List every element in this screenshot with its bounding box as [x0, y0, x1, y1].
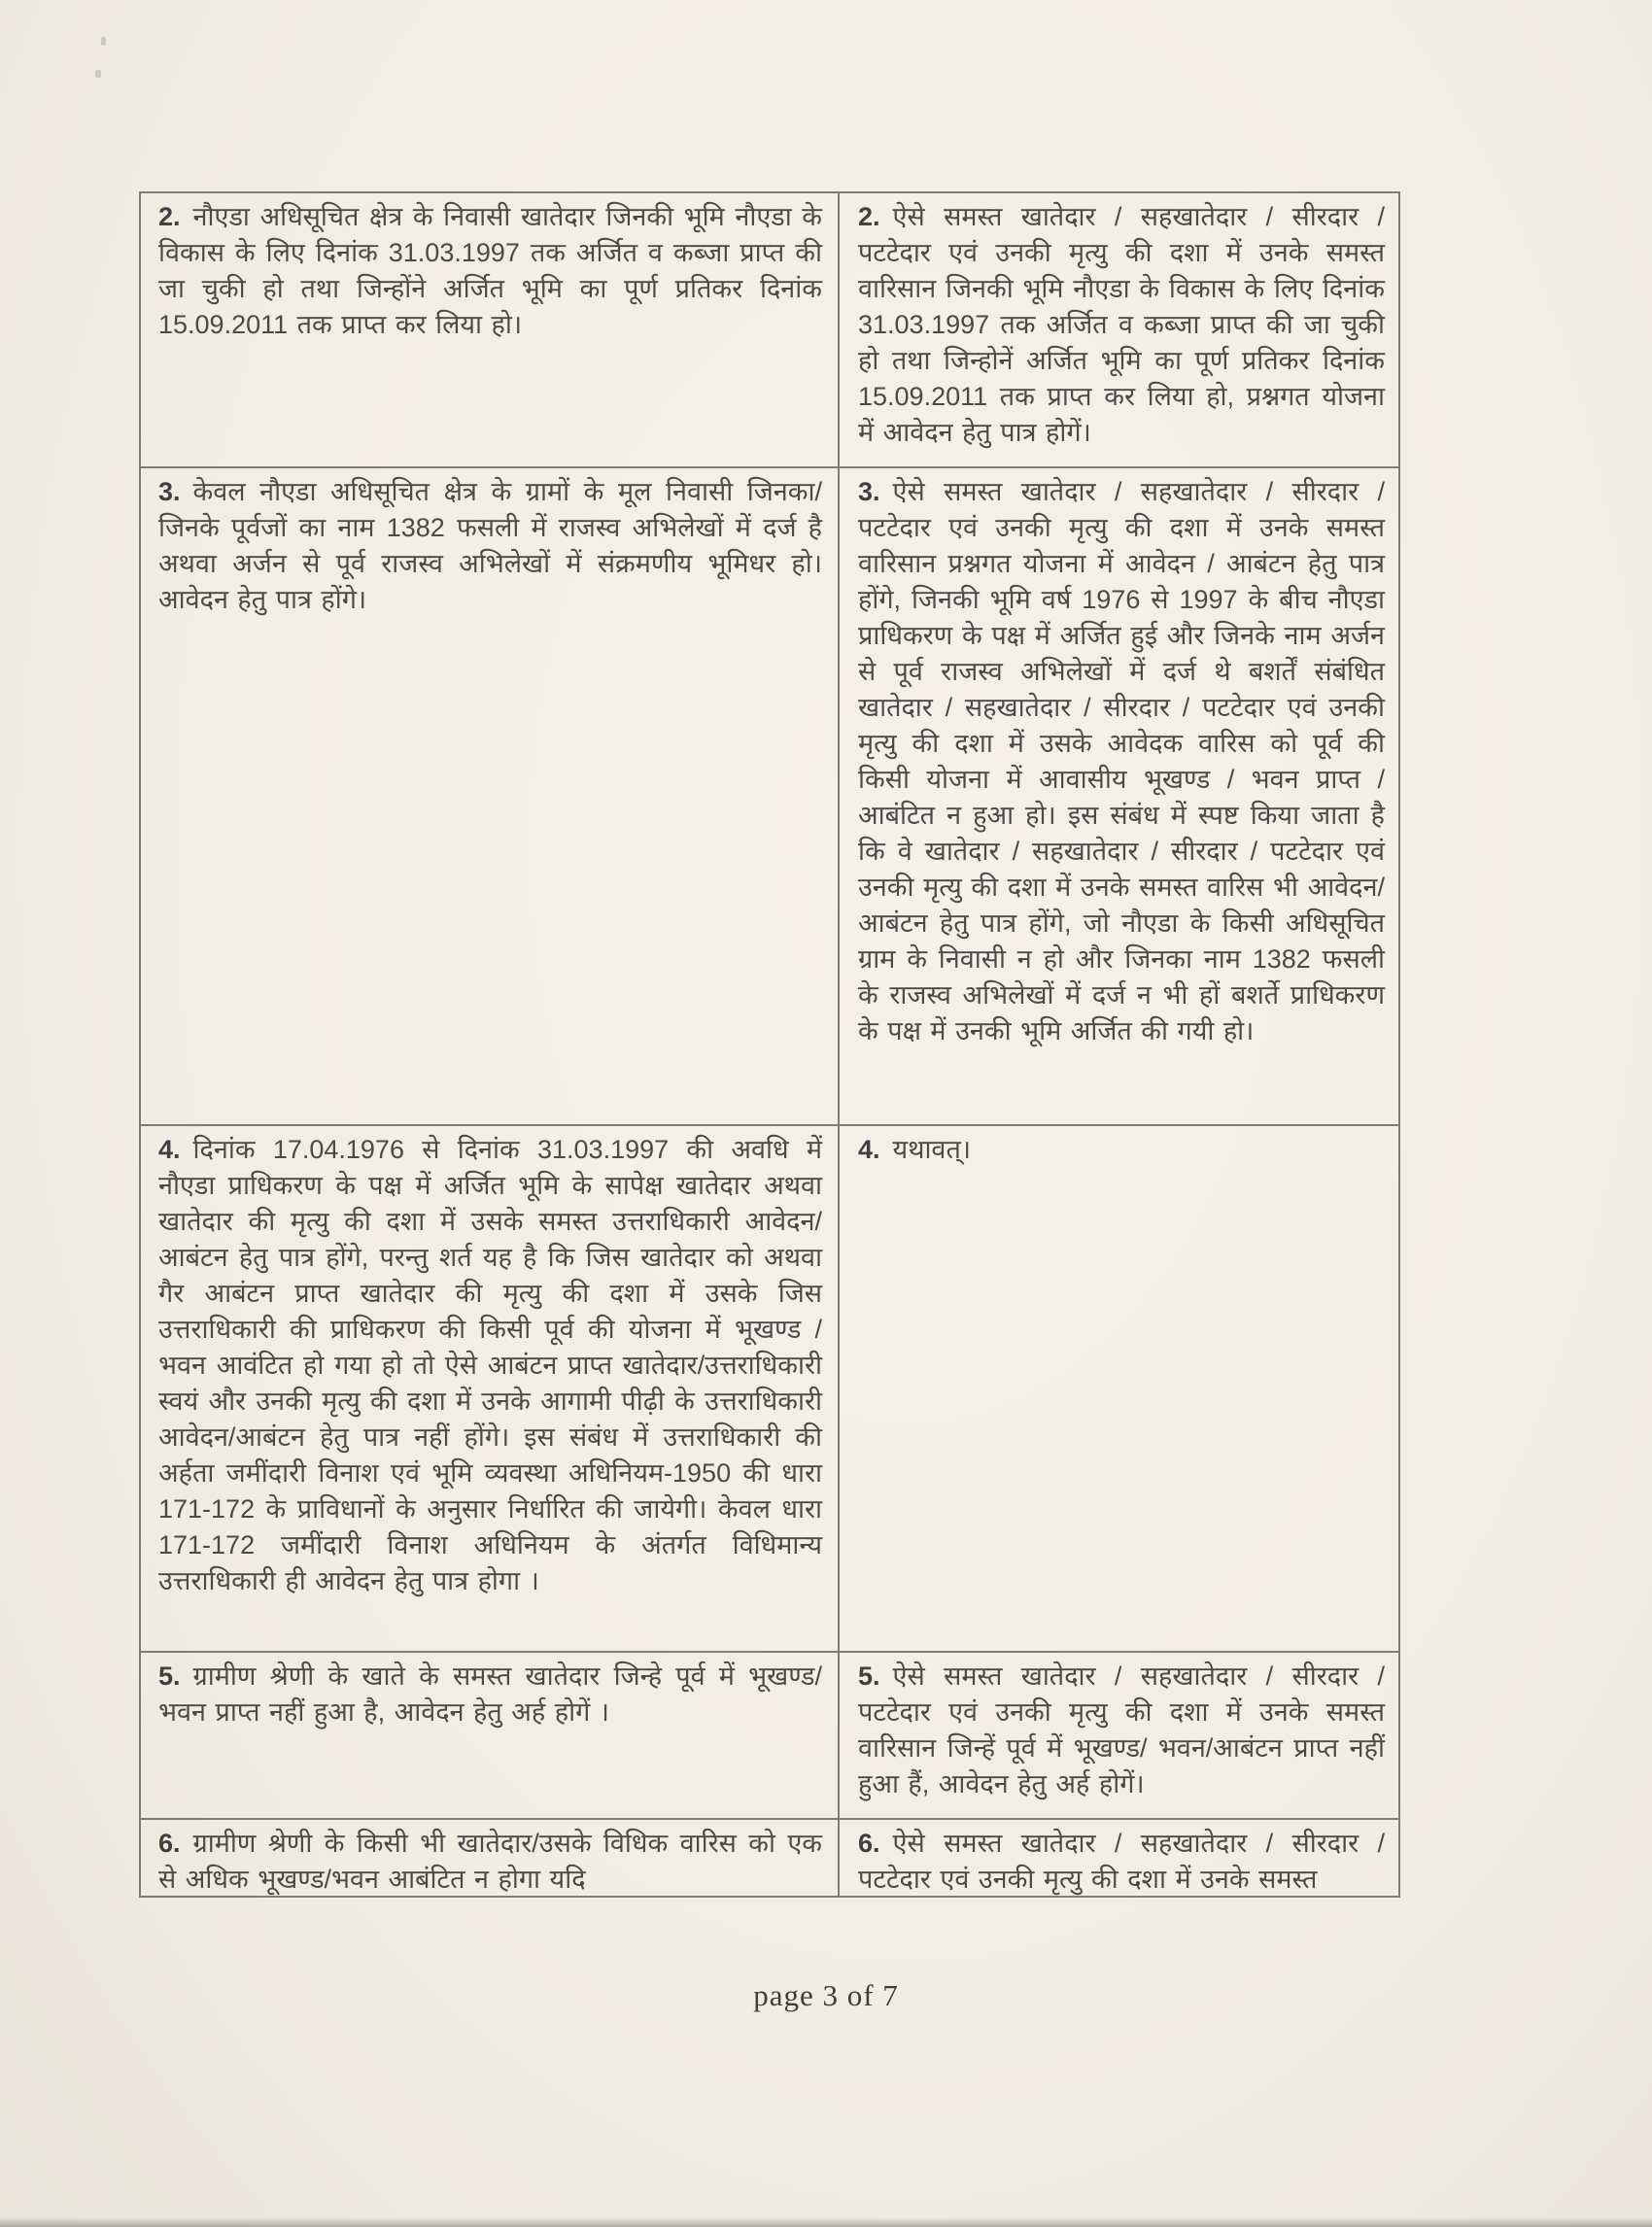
item-number: 2. [158, 202, 181, 231]
item-text: ऐसे समस्त खातेदार / सहखातेदार / सीरदार / पटटेदार एवं उनकी मृत्यु की दशा में उनके समस्त वारिसान जिनकी भूमि नौएडा के विकास के लिए दिनांक 31.03.1997 तक अर्जित व कब्जा प्राप्त की जा चुकी हो तथा जिन्होनें अर्जित भूमि का पूर्ण प्रतिकर दिनांक 15.09.2011 तक प्राप्त कर लिया हो, प्रश्नगत योजना में आवेदन हेतु पात्र होगें। [858, 202, 1385, 447]
item-text: ऐसे समस्त खातेदार / सहखातेदार / सीरदार / पटटेदार एवं उनकी मृत्यु की दशा में उनके समस्त वारिसान प्रश्नगत योजना में आवेदन / आबंटन हेतु पात्र होंगे, जिनकी भूमि वर्ष 1976 से 1997 के बीच नौएडा प्राधिकरण के पक्ष में अर्जित हुई और जिनके नाम अर्जन से पूर्व राजस्व अभिलेखों में दर्ज थे बशर्तें संबंधित खातेदार / सहखातेदार / सीरदार / पटटेदार एवं उनकी मृत्यु की दशा में उसके आवेदक वारिस को पूर्व की किसी योजना में आवासीय भूखण्ड / भवन प्राप्त / आबंटित न हुआ हो। इस संबंध में स्पष्ट किया जाता है कि वे खातेदार / सहखातेदार / सीरदार / पटटेदार एवं उनकी मृत्यु की दशा में उनके समस्त वारिस भी आवेदन/ आबंटन हेतु पात्र होंगे, जो नौएडा के किसी अधिसूचित ग्राम के निवासी न हो और जिनका नाम 1382 फसली के राजस्व अभिलेखों में दर्ज न भी हों बशर्ते प्राधिकरण के पक्ष में उनकी भूमि अर्जित की गयी हो। [858, 477, 1385, 1045]
table-cell-right [840, 468, 1398, 1124]
scan-artifact [101, 37, 106, 46]
table-cell-right [840, 1653, 1398, 1818]
table-cell-right [840, 1126, 1398, 1651]
eligibility-comparison-table [139, 191, 1400, 1898]
table-cell-left [141, 1820, 840, 1896]
cell-paragraph [158, 199, 822, 343]
table-row [141, 1124, 1398, 1651]
table-cell-left [141, 1653, 840, 1818]
item-text: ग्रामीण श्रेणी के किसी भी खातेदार/उसके विधिक वारिस को एक से अधिक भूखण्ड/भवन आबंटित न होगा यदि [158, 1829, 822, 1894]
item-number: 4. [158, 1135, 181, 1164]
scan-edge-shadow [0, 2217, 1652, 2227]
item-text: ग्रामीण श्रेणी के खाते के समस्त खातेदार जिन्हे पूर्व में भूखण्ड/भवन प्राप्त नहीं हुआ है, आवेदन हेतु अर्ह होगें । [158, 1662, 822, 1727]
item-text: नौएडा अधिसूचित क्षेत्र के निवासी खातेदार जिनकी भूमि नौएडा के विकास के लिए दिनांक 31.03.1997 तक अर्जित व कब्जा प्राप्त की जा चुकी हो तथा जिन्होंने अर्जित भूमि का पूर्ण प्रतिकर दिनांक 15.09.2011 तक प्राप्त कर लिया हो। [158, 202, 822, 339]
item-text: दिनांक 17.04.1976 से दिनांक 31.03.1997 की अवधि में नौएडा प्राधिकरण के पक्ष में अर्जित भूमि के सापेक्ष खातेदार अथवा खातेदार की मृत्यु की दशा में उसके समस्त उत्तराधिकारी आवेदन/आबंटन हेतु पात्र होंगे, परन्तु शर्त यह है कि जिस खातेदार को अथवा गैर आबंटन प्राप्त खातेदार की मृत्यु की दशा में उसके जिस उत्तराधिकारी की प्राधिकरण की किसी पूर्व की योजना में भूखण्ड /भवन आवंटित हो गया हो तो ऐसे आबंटन प्राप्त खातेदार/उत्तराधिकारी स्वयं और उनकी मृत्यु की दशा में उनके आगामी पीढ़ी के उत्तराधिकारी आवेदन/आबंटन हेतु पात्र नहीं होंगे। इस संबंध में उत्तराधिकारी की अर्हता जमींदारी विनाश एवं भूमि व्यवस्था अधिनियम-1950 की धारा 171-172 के प्राविधानों के अनुसार निर्धारित की जायेगी। केवल धारा 171-172 जमींदारी विनाश अधिनियम के अंतर्गत विधिमान्य उत्तराधिकारी ही आवेदन हेतु पात्र होगा । [158, 1135, 822, 1595]
item-number: 5. [858, 1662, 880, 1691]
item-text: ऐसे समस्त खातेदार / सहखातेदार / सीरदार / पटटेदार एवं उनकी मृत्यु की दशा में उनके समस्त [858, 1829, 1385, 1894]
table-cell-right [840, 1820, 1398, 1896]
table-row [141, 1651, 1398, 1818]
cell-paragraph [158, 1659, 822, 1730]
cell-paragraph [158, 1826, 822, 1896]
table-cell-right [840, 193, 1398, 466]
item-number: 6. [858, 1829, 880, 1858]
item-number: 5. [158, 1662, 181, 1691]
cell-paragraph [158, 1132, 822, 1599]
table-row [141, 466, 1398, 1124]
item-number: 3. [158, 477, 181, 506]
scan-artifact [95, 70, 101, 78]
cell-paragraph [858, 199, 1385, 451]
cell-paragraph [858, 474, 1385, 1049]
table-cell-left [141, 193, 840, 466]
cell-paragraph [858, 1132, 1385, 1168]
item-number: 2. [858, 202, 880, 231]
item-text: केवल नौएडा अधिसूचित क्षेत्र के ग्रामों के मूल निवासी जिनका/जिनके पूर्वजों का नाम 1382 फसली में राजस्व अभिलेखों में दर्ज है अथवा अर्जन से पूर्व राजस्व अभिलेखों में संक्रमणीय भूमिधर हो। आवेदन हेतु पात्र होंगे। [158, 477, 822, 614]
table-cell-left [141, 468, 840, 1124]
table-row [141, 1818, 1398, 1896]
item-number: 3. [858, 477, 880, 506]
item-text: ऐसे समस्त खातेदार / सहखातेदार / सीरदार / पटटेदार एवं उनकी मृत्यु की दशा में उनके समस्त वारिसान जिन्हें पूर्व में भूखण्ड/ भवन/आबंटन प्राप्त नहीं हुआ हैं, आवेदन हेतु अर्ह होगें। [858, 1662, 1385, 1799]
cell-paragraph [858, 1826, 1385, 1896]
item-number: 4. [858, 1135, 880, 1164]
item-text: यथावत्। [892, 1135, 972, 1164]
page-number-footer: page 3 of 7 [753, 1978, 899, 2012]
table-cell-left [141, 1126, 840, 1651]
cell-paragraph [158, 474, 822, 618]
table-row [141, 193, 1398, 466]
item-number: 6. [158, 1829, 181, 1858]
cell-paragraph [858, 1659, 1385, 1802]
